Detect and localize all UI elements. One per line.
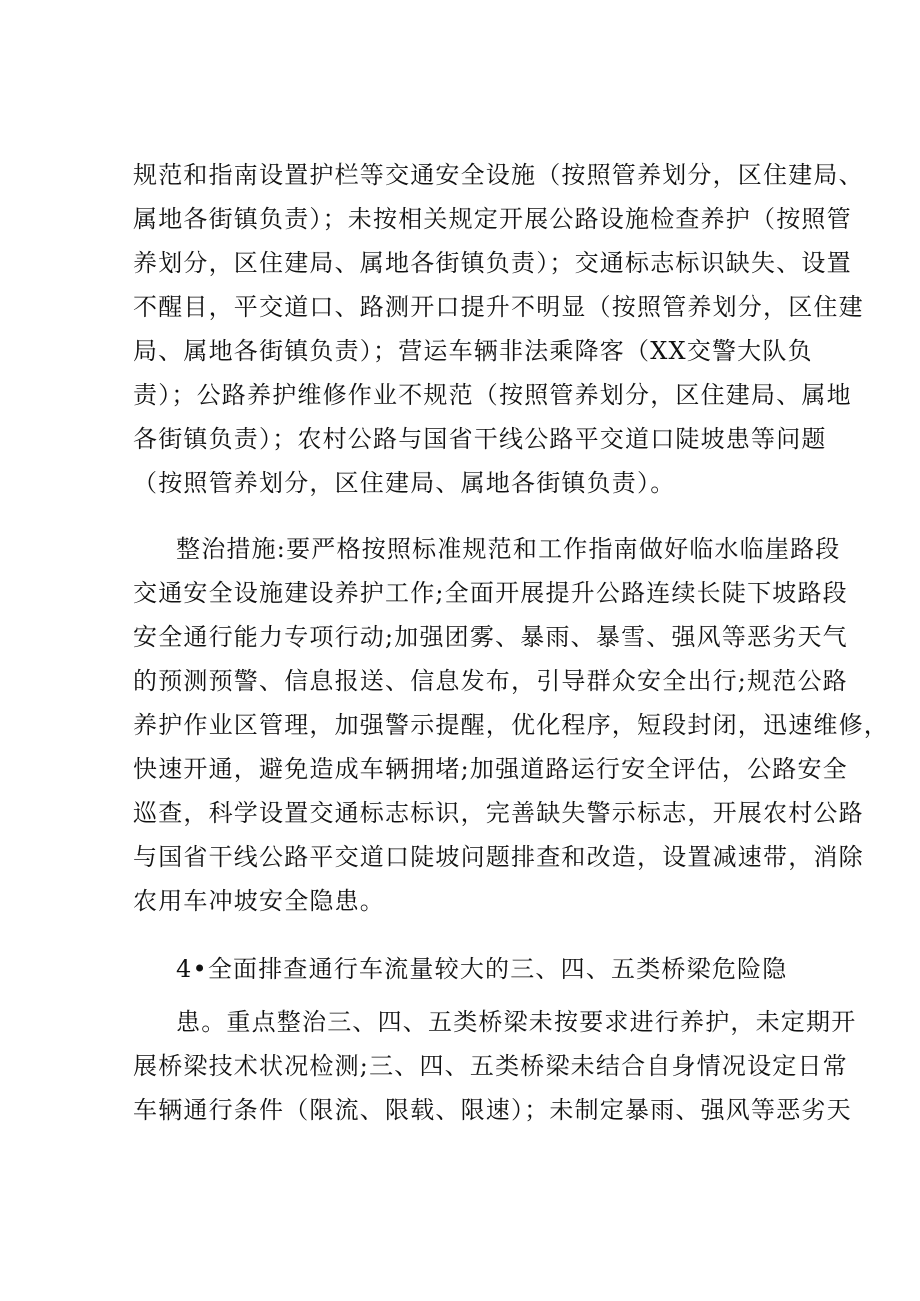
paragraph-line: 巡查，科学设置交通标志标识，完善缺失警示标志，开展农村公路 <box>133 799 864 827</box>
paragraph-line: 交通安全设施建设养护工作;全面开展提升公路连续长陡下坡路段 <box>133 579 848 607</box>
paragraph-line: 车辆通行条件（限流、限载、限速）；未制定暴雨、强风等恶劣天 <box>133 1096 852 1124</box>
paragraph-line: 安全通行能力专项行动;加强团雾、暴雨、暴雪、强风等恶劣天气 <box>133 623 848 651</box>
paragraph-line: 整治措施:要严格按照标准规范和工作指南做好临水临崖路段 <box>176 535 841 563</box>
section-heading: 4•全面排查通行车流量较大的三、四、五类桥梁危险隐 <box>176 955 788 983</box>
paragraph-line: 养护作业区管理，加强警示提醒，优化程序，短段封闭，迅速维修， <box>133 711 889 739</box>
paragraph-line: 责）；公路养护维修作业不规范（按照管养划分，区住建局、属地 <box>133 381 852 409</box>
paragraph-line: 局、属地各街镇负责）；营运车辆非法乘降客（XX交警大队负 <box>133 337 813 365</box>
paragraph-line: 养划分，区住建局、属地各街镇负责）；交通标志标识缺失、设置 <box>133 249 852 277</box>
paragraph-line: 规范和指南设置护栏等交通安全设施（按照管养划分，区住建局、 <box>133 161 864 189</box>
paragraph-line: 各街镇负责）；农村公路与国省干线公路平交道口陡坡患等问题 <box>133 425 827 453</box>
paragraph-line: 展桥梁技术状况检测;三、四、五类桥梁未结合自身情况设定日常 <box>133 1052 848 1080</box>
paragraph-line: 不醒目，平交道口、路测开口提升不明显（按照管养划分，区住建 <box>133 293 864 321</box>
paragraph-line: 与国省干线公路平交道口陡坡问题排查和改造，设置减速带，消除 <box>133 843 864 871</box>
paragraph-line: 的预测预警、信息报送、信息发布，引导群众安全出行;规范公路 <box>133 667 848 695</box>
paragraph-line: 农用车冲坡安全隐患。 <box>133 887 385 915</box>
paragraph-line: 属地各街镇负责）；未按相关规定开展公路设施检查养护（按照管 <box>133 205 852 233</box>
paragraph-line: （按照管养划分，区住建局、属地各街镇负责）。 <box>133 469 676 497</box>
paragraph-line: 快速开通，避免造成车辆拥堵;加强道路运行安全评估，公路安全 <box>133 755 848 783</box>
paragraph-line: 患。重点整治三、四、五类桥梁未按要求进行养护，未定期开 <box>176 1008 857 1036</box>
